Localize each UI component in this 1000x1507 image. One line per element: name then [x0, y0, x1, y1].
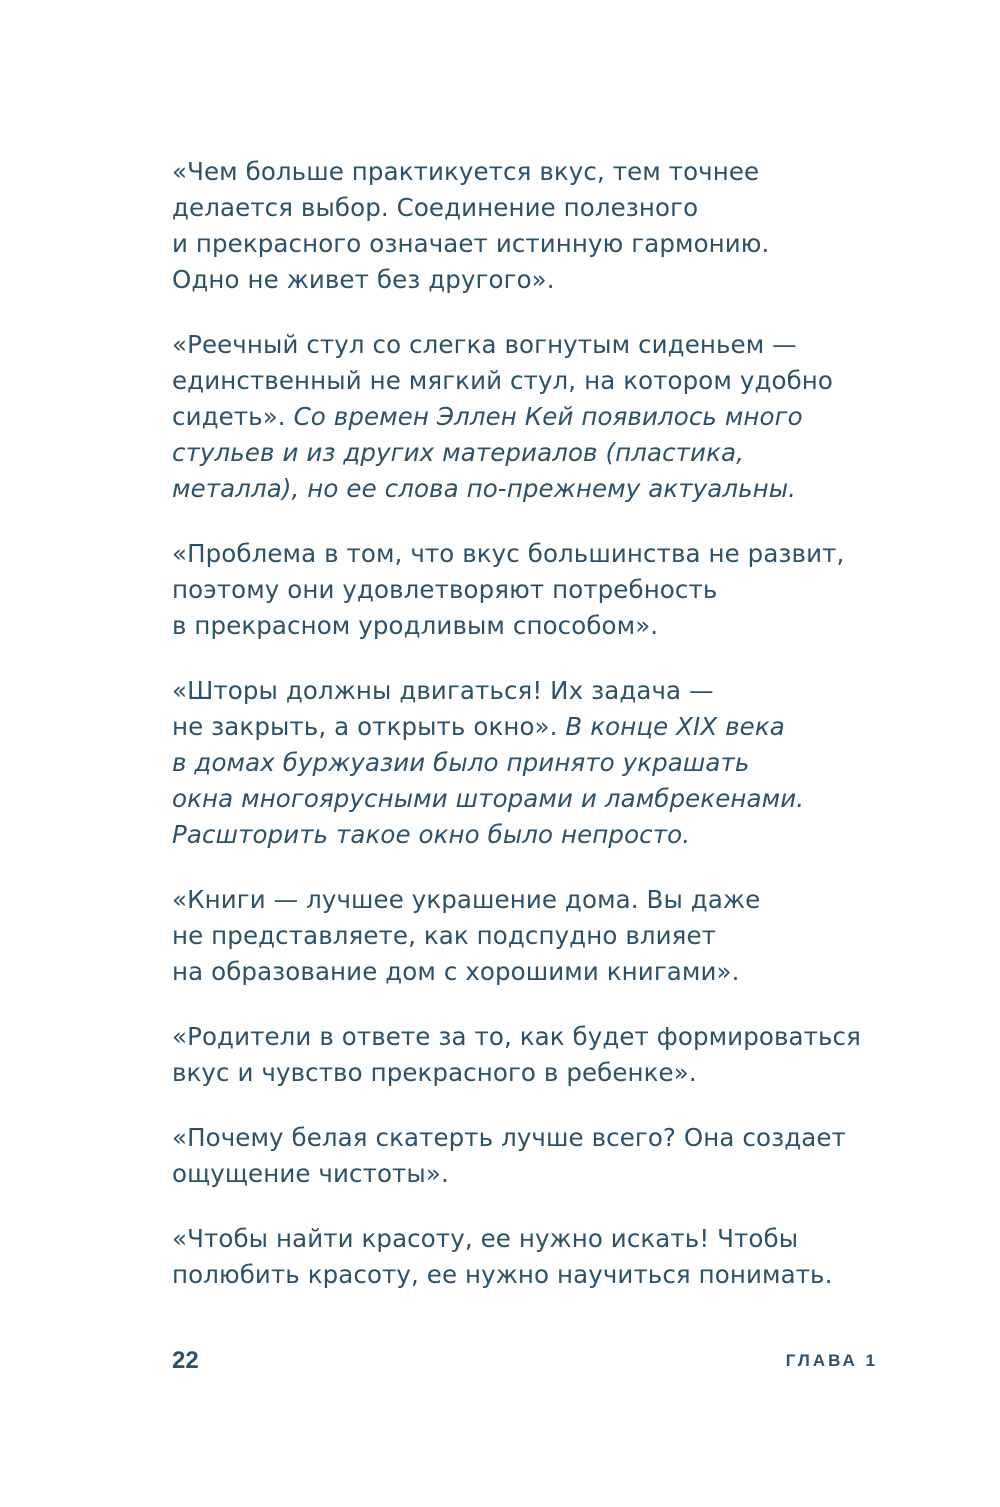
text-line [172, 536, 932, 572]
text-line [172, 1257, 932, 1293]
text-line [172, 882, 932, 918]
text-line [172, 471, 932, 507]
quote-text: «Книги — лучшее украшение дома. Вы даже [172, 885, 761, 914]
commentary-text: в домах буржуазии было принято украшать [172, 748, 750, 777]
text-line [172, 190, 932, 226]
text-line [172, 1221, 932, 1257]
commentary-text: окна многоярусными шторами и ламбрекенами. [172, 784, 805, 813]
quote-text: «Реечный стул со слегка вогнутым сиденьем — [172, 330, 797, 359]
text-line [172, 1019, 932, 1055]
quote-paragraph [172, 536, 932, 644]
quote-text: «Шторы должны двигаться! Их задача — [172, 676, 714, 705]
text-line [172, 1120, 932, 1156]
text-line [172, 954, 932, 990]
quote-text: в прекрасном уродливым способом». [172, 611, 659, 640]
text-line [172, 327, 932, 363]
commentary-text: металла), но ее слова по-прежнему актуальны. [172, 474, 797, 503]
quote-text: поэтому они удовлетворяют потребность [172, 575, 718, 604]
quote-text: ощущение чистоты». [172, 1159, 449, 1188]
page-number: 22 [172, 1347, 199, 1374]
text-line [172, 154, 932, 190]
text-line [172, 1055, 932, 1091]
commentary-text: Расшторить такое окно было непросто. [172, 820, 691, 849]
text-line [172, 781, 932, 817]
quote-paragraph [172, 1221, 932, 1293]
quote-text: «Почему белая скатерть лучше всего? Она создает [172, 1123, 846, 1152]
text-line [172, 399, 932, 435]
text-line [172, 918, 932, 954]
text-line [172, 572, 932, 608]
text-line [172, 262, 932, 298]
text-line [172, 673, 932, 709]
body-text [172, 154, 932, 1322]
text-line [172, 435, 932, 471]
quote-text: сидеть». [172, 402, 294, 431]
text-line [172, 226, 932, 262]
quote-text: единственный не мягкий стул, на котором удобно [172, 366, 834, 395]
quote-text: делается выбор. Соединение полезного [172, 193, 699, 222]
quote-text: Одно не живет без другого». [172, 265, 555, 294]
quote-paragraph [172, 1019, 932, 1091]
quote-paragraph [172, 1120, 932, 1192]
text-line [172, 363, 932, 399]
quote-text: и прекрасного означает истинную гармонию. [172, 229, 770, 258]
quote-paragraph [172, 327, 932, 507]
text-line [172, 608, 932, 644]
quote-text: вкус и чувство прекрасного в ребенке». [172, 1058, 697, 1087]
quote-text: «Чем больше практикуется вкус, тем точнее [172, 157, 760, 186]
quote-paragraph [172, 882, 932, 990]
quote-paragraph [172, 154, 932, 298]
text-line [172, 745, 932, 781]
quote-paragraph [172, 673, 932, 853]
text-line [172, 709, 932, 745]
commentary-text: Со времен Эллен Кей появилось много [293, 402, 803, 431]
quote-text: полюбить красоту, ее нужно научиться понимать. [172, 1260, 833, 1289]
quote-text: не закрыть, а открыть окно». [172, 712, 566, 741]
quote-text: «Чтобы найти красоту, ее нужно искать! Чтобы [172, 1224, 799, 1253]
text-line [172, 1156, 932, 1192]
quote-text: не представляете, как подспудно влияет [172, 921, 717, 950]
quote-text: на образование дом с хорошими книгами». [172, 957, 740, 986]
quote-text: «Проблема в том, что вкус большинства не развит, [172, 539, 845, 568]
quote-text: «Родители в ответе за то, как будет формироваться [172, 1022, 861, 1051]
commentary-text: В конце XIX века [565, 712, 785, 741]
running-footer-chapter: ГЛАВА 1 [785, 1351, 878, 1370]
commentary-text: стульев и из других материалов (пластика, [172, 438, 744, 467]
text-line [172, 817, 932, 853]
